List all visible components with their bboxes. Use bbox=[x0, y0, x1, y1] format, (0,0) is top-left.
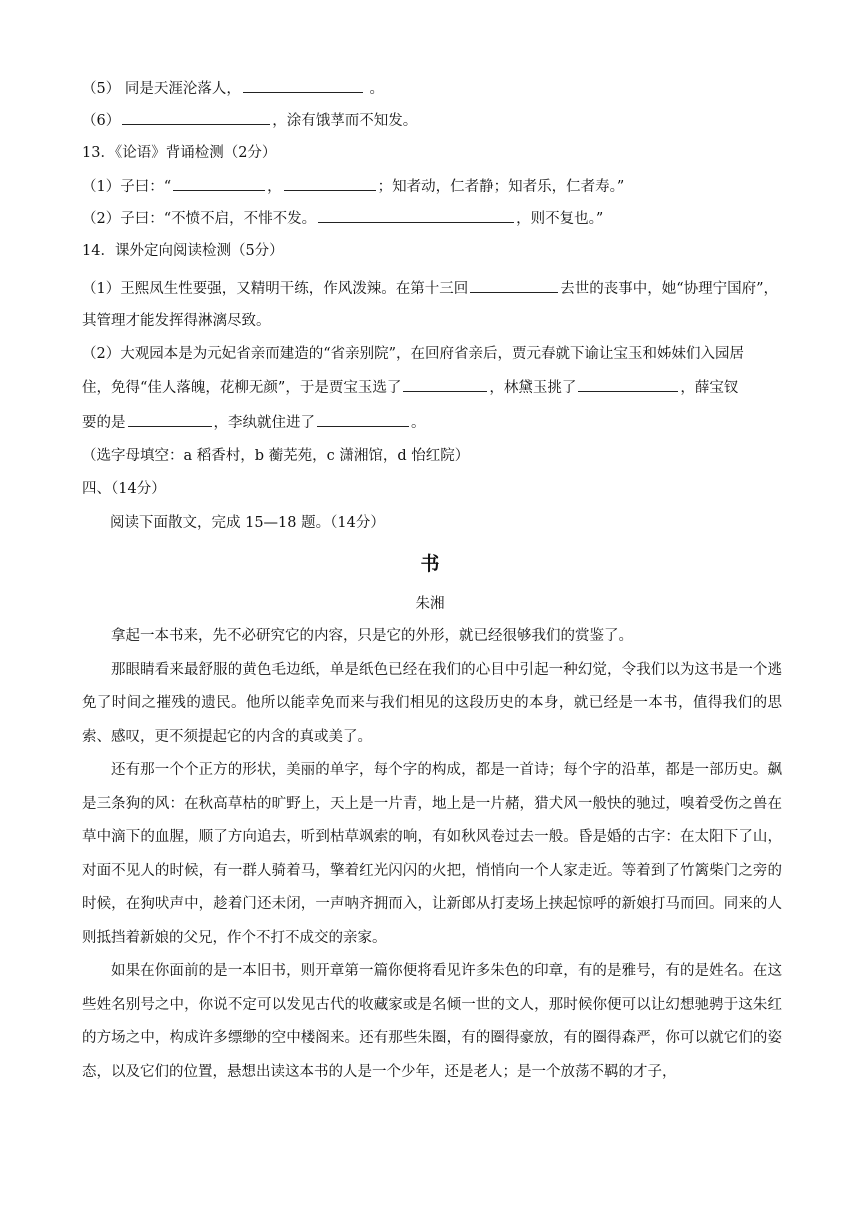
item-text-after: 去世的丧事中，她“协理宁国府”， bbox=[560, 281, 779, 297]
item-text-after: 。 bbox=[369, 81, 384, 97]
item-text: （1）子曰：“ bbox=[82, 179, 172, 195]
q13-heading: 13．《论语》背诵检测（2分） bbox=[82, 145, 277, 161]
item-text: ，李纨就住进了 bbox=[213, 415, 315, 431]
answer-blank[interactable] bbox=[173, 176, 265, 191]
q12-item6 bbox=[82, 110, 417, 131]
item-text: （2）子曰：“不愤不启，不悱不发。 bbox=[82, 211, 317, 227]
q14-heading: 14．课外定向阅读检测（5分） bbox=[82, 243, 284, 259]
q14-item1-line2: 其管理才能发挥得淋漓尽致。 bbox=[82, 313, 271, 329]
answer-blank[interactable] bbox=[243, 78, 363, 93]
answer-blank[interactable] bbox=[122, 110, 270, 125]
q12-item5 bbox=[82, 78, 384, 99]
essay-title: 书 bbox=[420, 553, 440, 575]
answer-blank[interactable] bbox=[470, 278, 558, 293]
item-number: （6） bbox=[82, 113, 121, 129]
essay-paragraph: 还有那一个个正方的形状，美丽的单字，每个字的构成，都是一首诗；每个字的沿革，都是一部历史。飙是三条狗的风：在秋高草枯的旷野上，天上是一片青，地上是一片赭，猎犬风一般快的驰过，嗅着受伤之兽在草中滴下的血腥，顺了方向追去，听到枯草飒索的响，有如秋风卷过去一般。昏是婚的古字：在太阳下了山，对面不见人的时候，有一群人骑着马，擎着红光闪闪的火把，悄悄向一个人家走近。等着到了竹篱柴门之旁的时候，在狗吠声中，趁着门还未闭，一声呐齐拥而入，让新郎从打麦场上挟起惊呼的新娘打马而回。同来的人则抵挡着新娘的父兄，作个不打不成交的亲家。 bbox=[82, 762, 782, 946]
answer-blank[interactable] bbox=[318, 208, 514, 223]
q14-options: （选字母填空：a 稻香村，b 蘅芜苑，c 潇湘馆，d 怡红院） bbox=[82, 448, 470, 464]
q14-item2-line1: （2）大观园本是为元妃省亲而建造的“省亲别院”，在回府省亲后，贾元春就下谕让宝玉和姊妹们入园居 bbox=[82, 346, 745, 362]
answer-blank[interactable] bbox=[317, 412, 409, 427]
item-text: 住，免得“佳人落魄，花柳无颜”，于是贾宝玉选了 bbox=[82, 380, 402, 396]
answer-blank[interactable] bbox=[128, 412, 212, 427]
essay-paragraph: 拿起一本书来，先不必研究它的内容，只是它的外形，就已经很够我们的赏鉴了。 bbox=[111, 628, 633, 644]
item-text: 同是天涯沦落人， bbox=[124, 81, 241, 97]
q14-item2-line2 bbox=[82, 377, 738, 398]
answer-blank[interactable] bbox=[284, 176, 376, 191]
q13-item2 bbox=[82, 208, 603, 229]
item-text: （1）王熙凤生性要强，又精明干练，作风泼辣。在第十三回 bbox=[82, 281, 469, 297]
answer-blank[interactable] bbox=[578, 377, 678, 392]
essay-paragraph: 那眼睛看来最舒服的黄色毛边纸，单是纸色已经在我们的心目中引起一种幻觉，令我们以为这书是一个逃免了时间之摧残的遗民。他所以能幸免而来与我们相见的这段历史的本身，就已经是一本书，值得我们的思索、感叹，更不须提起它的内含的真或美了。 bbox=[82, 661, 782, 745]
essay-paragraph: 如果在你面前的是一本旧书，则开章第一篇你便将看见许多朱色的印章，有的是雅号，有的是姓名。在这些姓名别号之中，你说不定可以发见古代的收藏家或是名倾一世的文人，那时候你便可以让幻想驰骋于这朱红的方场之中，构成许多缥缈的空中楼阁来。还有那些朱圈，有的圈得豪放，有的圈得森严，你可以就它们的姿态，以及它们的位置，悬想出读这本书的人是一个少年，还是老人；是一个放荡不羁的才子， bbox=[82, 963, 782, 1080]
section-instruction: 阅读下面散文，完成 15—18 题。（14分） bbox=[110, 515, 385, 531]
essay-body bbox=[82, 620, 782, 1089]
item-text: ，林黛玉挑了 bbox=[489, 380, 577, 396]
q13-item1 bbox=[82, 176, 624, 197]
q14-item2-line3 bbox=[82, 412, 426, 433]
item-text-after: ，涂有饿莩而不知发。 bbox=[272, 113, 418, 129]
item-text: 。 bbox=[411, 415, 426, 431]
q14-item1-line1 bbox=[82, 278, 778, 299]
separator: ， bbox=[267, 179, 282, 195]
item-text: ，薛宝钗 bbox=[680, 380, 739, 396]
essay-author: 朱湘 bbox=[415, 596, 445, 612]
item-number: （5） bbox=[82, 81, 121, 97]
item-text-after: ；知者动，仁者静；知者乐，仁者寿。” bbox=[377, 179, 625, 195]
answer-blank[interactable] bbox=[403, 377, 487, 392]
item-text: 要的是 bbox=[82, 415, 126, 431]
item-text-after: ，则不复也。” bbox=[516, 211, 604, 227]
section-heading: 四、（14分） bbox=[82, 481, 166, 497]
